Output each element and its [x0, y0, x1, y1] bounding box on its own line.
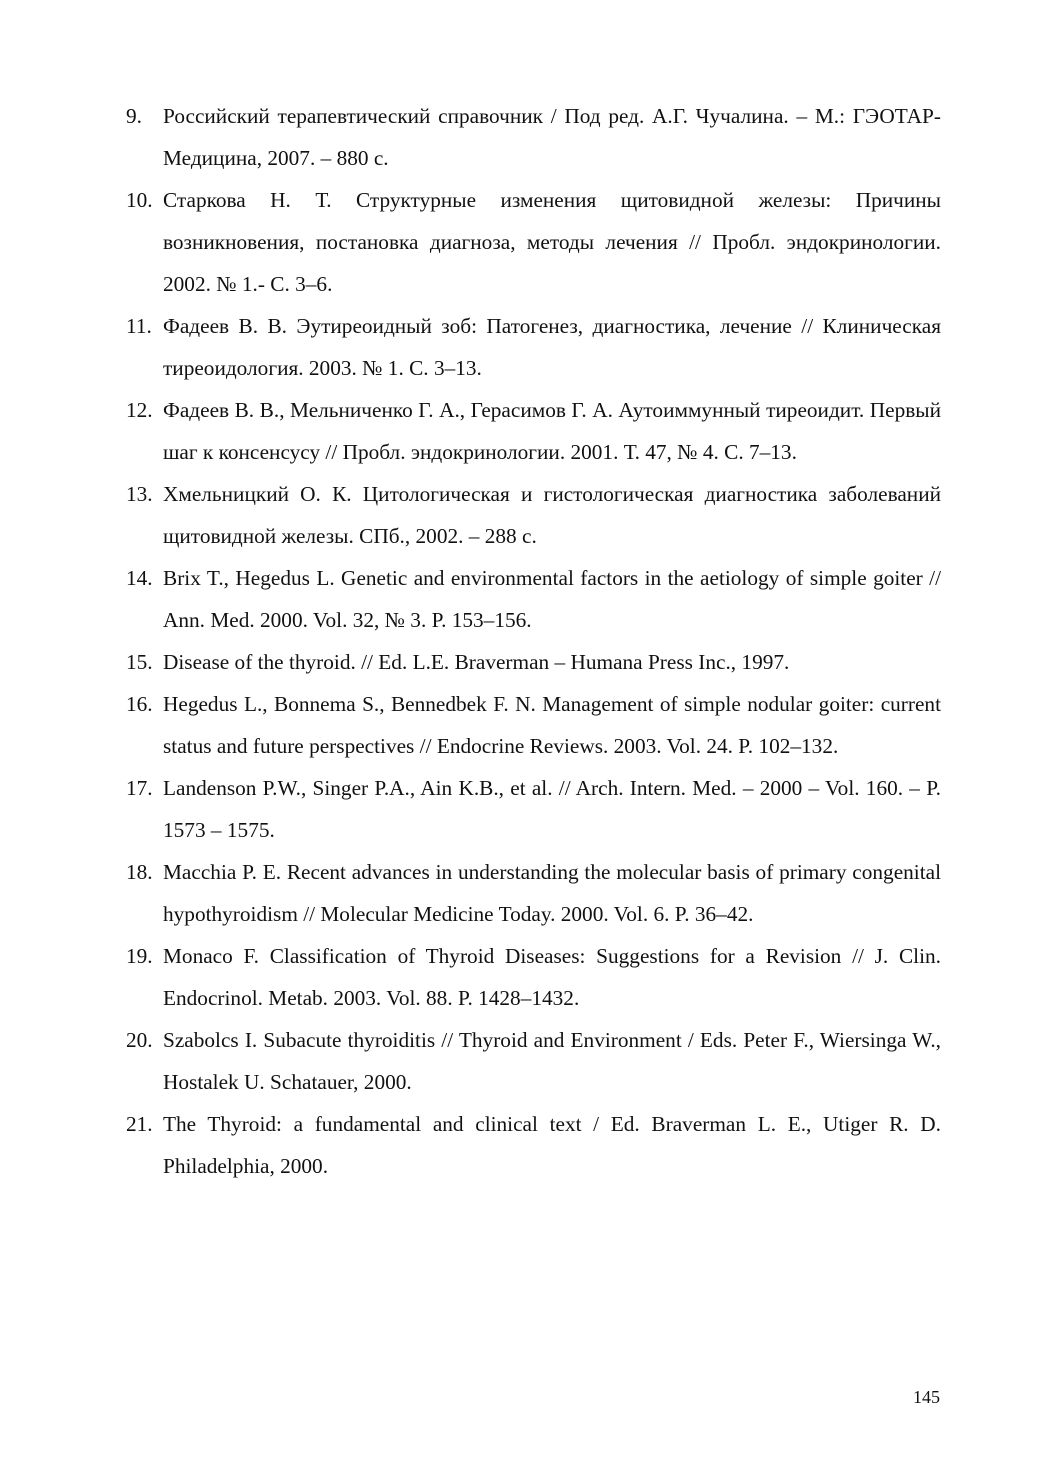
- reference-item: [126, 683, 941, 767]
- reference-text: Landenson P.W., Singer P.A., Ain K.B., et al. // Arch. Intern. Med. – 2000 – Vol. 160. – P. 1573 – 1575.: [163, 776, 941, 842]
- reference-item: [126, 935, 941, 1019]
- reference-item: [126, 557, 941, 641]
- reference-text: Hegedus L., Bonnema S., Bennedbek F. N. Management of simple nodular goiter: current status and future perspectives // Endocrine Reviews. 2003. Vol. 24. P. 102–132.: [163, 692, 941, 758]
- reference-number: 19.: [126, 944, 153, 968]
- reference-text: Brix T., Hegedus L. Genetic and environmental factors in the aetiology of simple goiter // Ann. Med. 2000. Vol. 32, № 3. P. 153–156.: [163, 566, 941, 632]
- reference-text: Monaco F. Classification of Thyroid Diseases: Suggestions for a Revision // J. Clin. Endocrinol. Metab. 2003. Vol. 88. P. 1428–1432.: [163, 944, 941, 1010]
- reference-number: 18.: [126, 860, 153, 884]
- reference-list: [126, 95, 941, 1187]
- reference-text: Disease of the thyroid. // Ed. L.E. Braverman – Humana Press Inc., 1997.: [163, 650, 790, 674]
- reference-text: Российский терапевтический справочник / Под ред. А.Г. Чучалина. – М.: ГЭОТАР-Медицина, 2007. – 880 с.: [163, 104, 941, 170]
- reference-item: [126, 767, 941, 851]
- reference-text: Macchia P. E. Recent advances in understanding the molecular basis of primary congenital hypothyroidism // Molecular Medicine Today. 2000. Vol. 6. P. 36–42.: [163, 860, 941, 926]
- reference-item: [126, 1019, 941, 1103]
- reference-item: [126, 641, 941, 683]
- reference-number: 20.: [126, 1028, 153, 1052]
- reference-item: [126, 851, 941, 935]
- reference-text: Фадеев В. В., Мельниченко Г. А., Герасимов Г. А. Аутоиммунный тиреоидит. Первый шаг к консенсусу // Пробл. эндокринологии. 2001. Т. 47, № 4. С. 7–13.: [163, 398, 941, 464]
- reference-item: [126, 179, 941, 305]
- reference-text: The Thyroid: a fundamental and clinical text / Ed. Braverman L. E., Utiger R. D. Philadelphia, 2000.: [163, 1112, 941, 1178]
- reference-number: 9.: [126, 104, 142, 128]
- reference-item: [126, 389, 941, 473]
- reference-number: 15.: [126, 650, 153, 674]
- reference-number: 10.: [126, 188, 153, 212]
- reference-text: Старкова Н. Т. Структурные изменения щитовидной железы: Причины возникновения, постановка диагноза, методы лечения // Пробл. эндокринологии. 2002. № 1.- С. 3–6.: [163, 188, 941, 296]
- reference-number: 12.: [126, 398, 153, 422]
- reference-number: 11.: [126, 314, 152, 338]
- reference-text: Szabolcs I. Subacute thyroiditis // Thyroid and Environment / Eds. Peter F., Wiersinga W., Hostalek U. Schatauer, 2000.: [163, 1028, 941, 1094]
- reference-number: 21.: [126, 1112, 153, 1136]
- reference-item: [126, 1103, 941, 1187]
- reference-number: 17.: [126, 776, 153, 800]
- reference-number: 14.: [126, 566, 153, 590]
- reference-number: 13.: [126, 482, 153, 506]
- reference-number: 16.: [126, 692, 153, 716]
- reference-item: [126, 95, 941, 179]
- reference-text: Фадеев В. В. Эутиреоидный зоб: Патогенез, диагностика, лечение // Клиническая тиреоидология. 2003. № 1. С. 3–13.: [163, 314, 941, 380]
- reference-text: Хмельницкий О. К. Цитологическая и гистологическая диагностика заболеваний щитовидной железы. СПб., 2002. – 288 с.: [163, 482, 941, 548]
- reference-item: [126, 305, 941, 389]
- reference-item: [126, 473, 941, 557]
- page-number: 145: [913, 1387, 940, 1407]
